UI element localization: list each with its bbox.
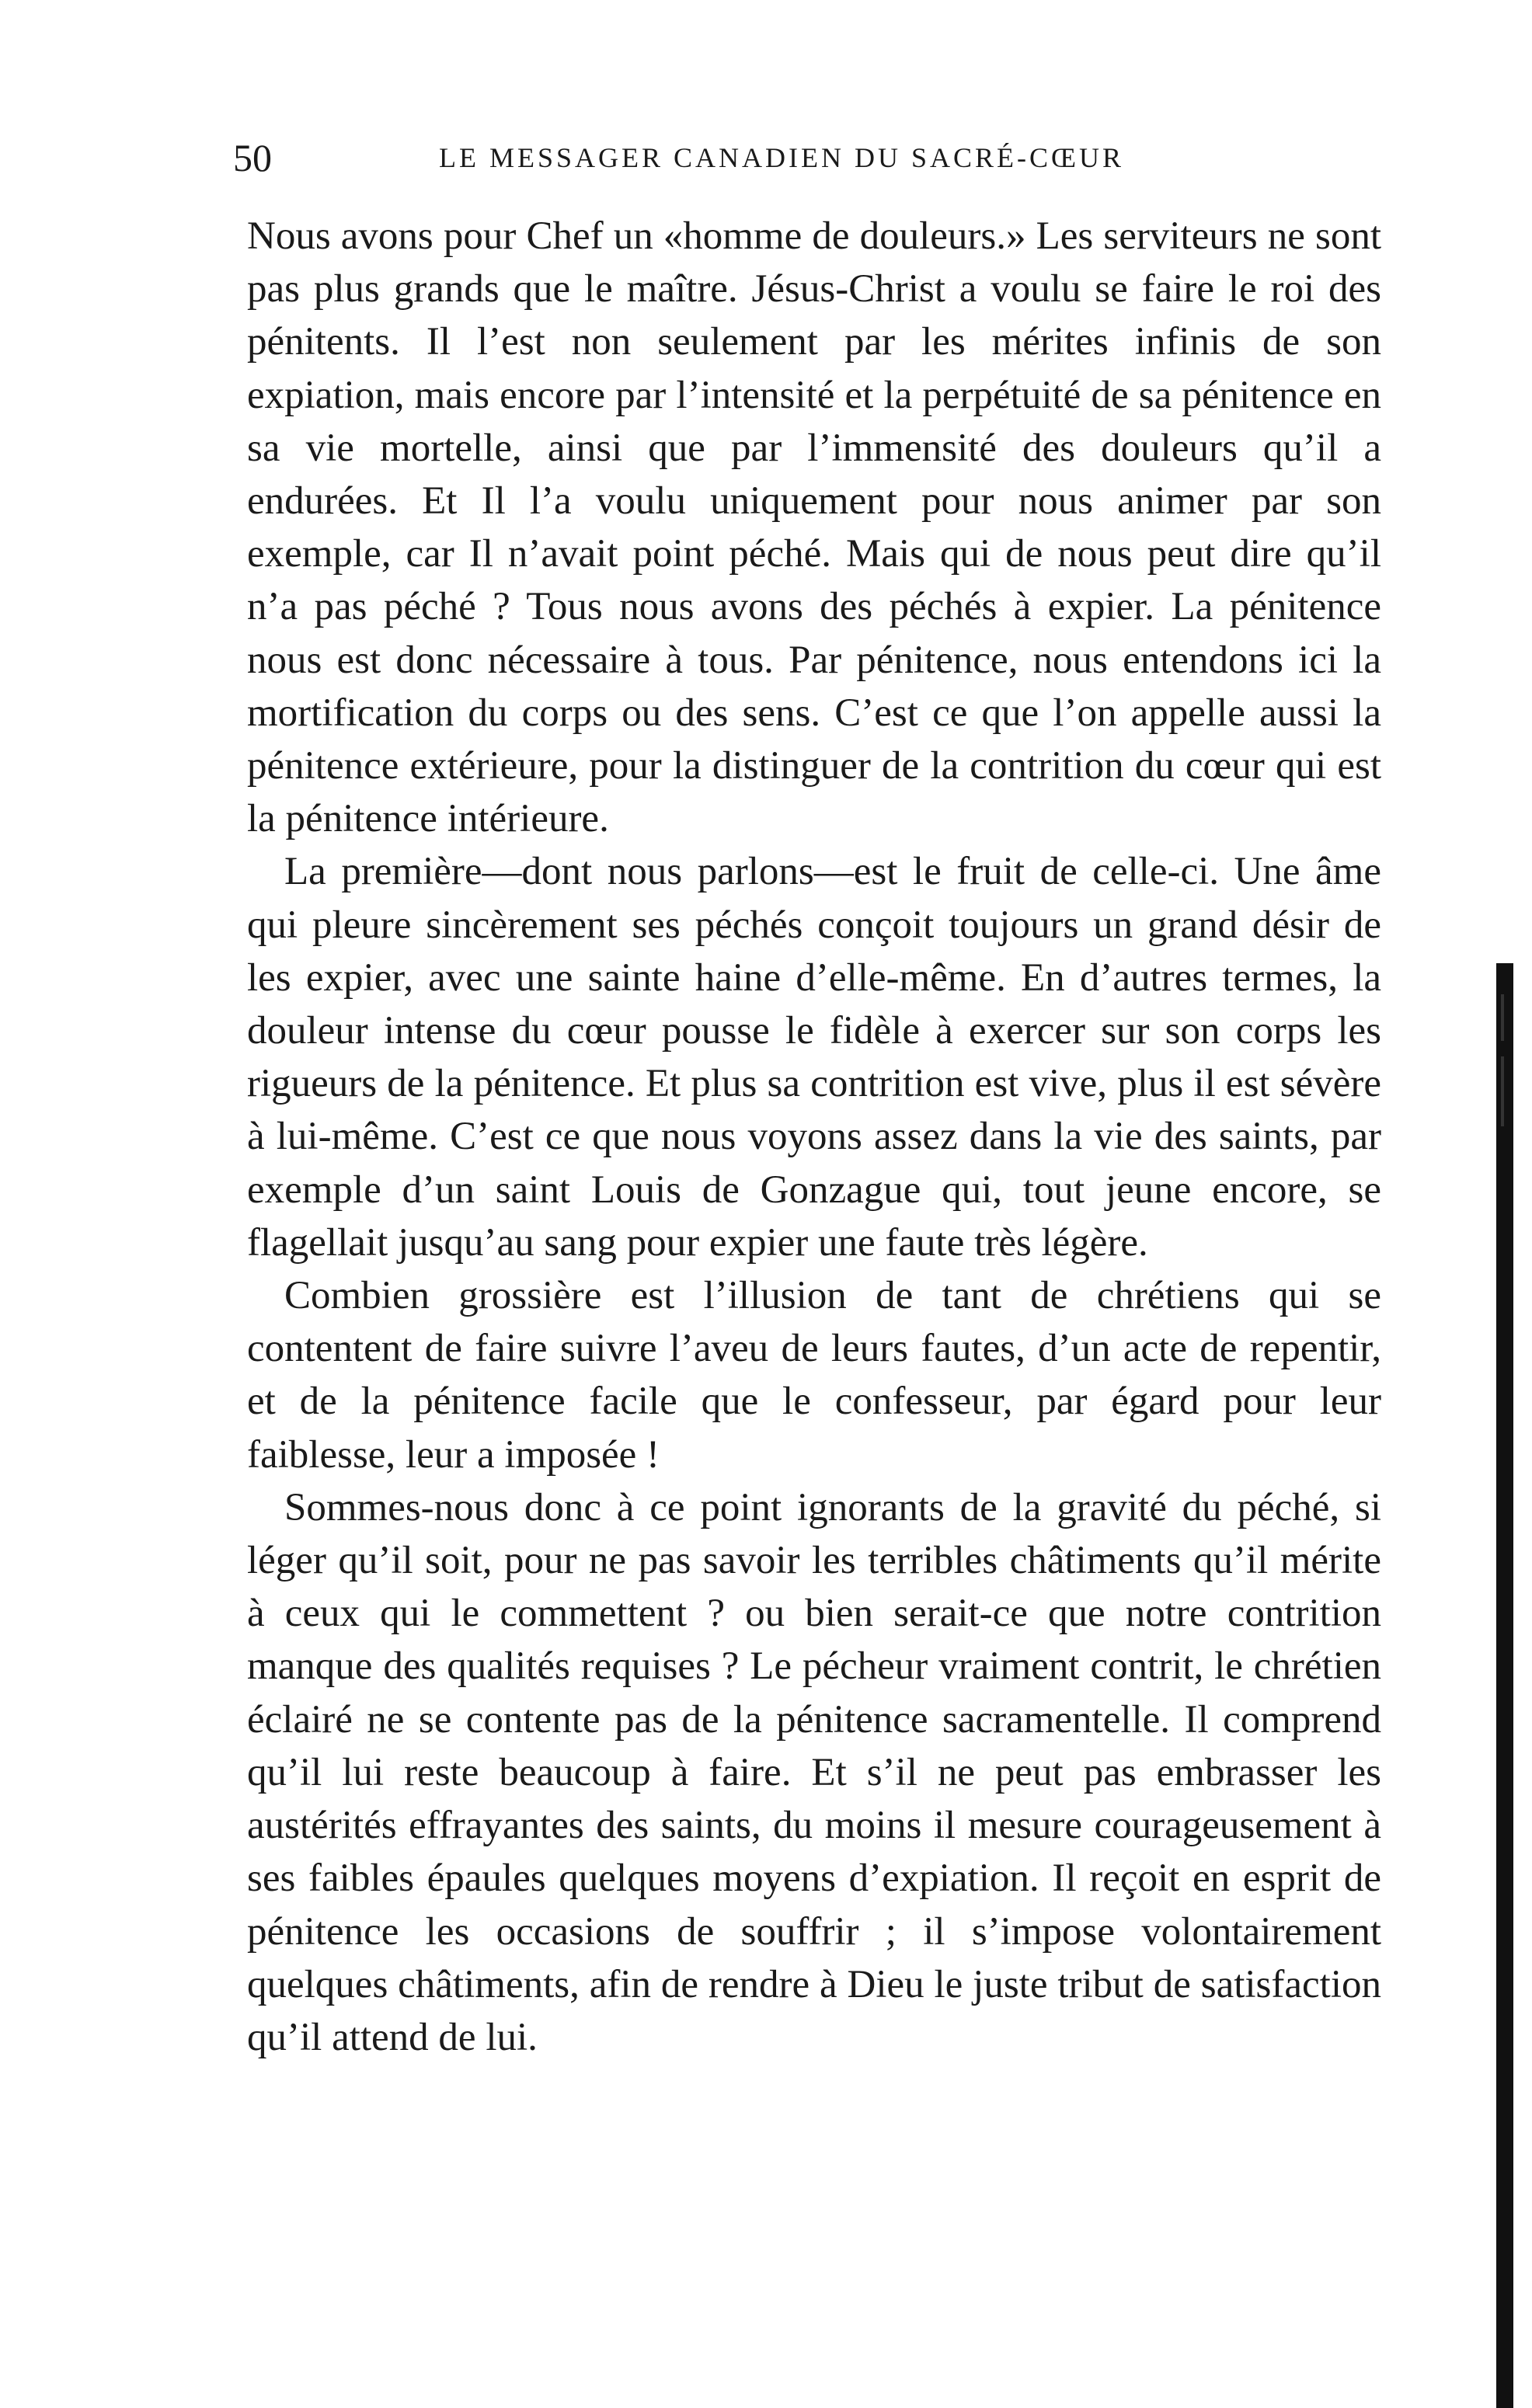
paragraph-2: La première—dont nous parlons—est le fruit de celle-ci. Une âme qui pleure sincèrement ses péchés conçoit toujours un grand désir de les expier, avec une sainte haine d’elle-même. En d’autres termes, la douleur intense du cœur pousse le fidèle à exercer sur son corps les rigueurs de la pénitence. Et plus sa contrition est vive, plus il est sévère à lui-même. C’est ce que nous voyons assez dans la vie des saints, par exemple d’un saint Louis de Gonzague qui, tout jeune encore, se flagellait jusqu’au sang pour expier une faute très légère. (247, 850, 1381, 1265)
page-header (233, 130, 1398, 185)
paragraph-3: Combien grossière est l’illusion de tant de chrétiens qui se contentent de faire suivre l’aveu de leurs fautes, d’un acte de repentir, et de la pénitence facile que le confesseur, par égard pour leur faiblesse, leur a imposée ! (247, 1274, 1381, 1477)
running-head: LE MESSAGER CANADIEN DU SACRÉ-CŒUR (439, 142, 1125, 173)
body-text (247, 210, 1381, 2064)
page-edge-shadow (1496, 963, 1513, 2408)
page-edge-mark (1501, 994, 1504, 1041)
page-number: 50 (233, 136, 272, 179)
paragraph-4: Sommes-nous donc à ce point ignorants de la gravité du péché, si léger qu’il soit, pour ne pas savoir les terribles châtiments qu’il mérite à ceux qui le commettent ? ou bien serait-ce que notre contrition manque des qualités requises ? Le pécheur vraiment contrit, le chrétien éclairé ne se contente pas de la pénitence sacramentelle. Il comprend qu’il lui reste beaucoup à faire. Et s’il ne peut pas embrasser les austérités effrayantes des saints, du moins il mesure courageusement à ses faibles épaules quelques moyens d’expiation. Il reçoit en esprit de pénitence les occasions de souffrir ; il s’impose volontairement quelques châtiments, afin de rendre à Dieu le juste tribut de satisfaction qu’il attend de lui. (247, 1485, 1381, 2059)
page-edge-mark (1501, 1056, 1504, 1126)
paragraph-1: Nous avons pour Chef un «homme de douleurs.» Les serviteurs ne sont pas plus grands que le maître. Jésus-Christ a voulu se faire le roi des pénitents. Il l’est non seulement par les mérites infinis de son expiation, mais encore par l’intensité et la perpétuité de sa pénitence en sa vie mortelle, ainsi que par l’immensité des douleurs qu’il a endurées. Et Il l’a voulu uniquement pour nous animer par son exemple, car Il n’avait point péché. Mais qui de nous peut dire qu’il n’a pas péché ? Tous nous avons des péchés à expier. La pénitence nous est donc nécessaire à tous. Par pénitence, nous entendons ici la mortification du corps ou des sens. C’est ce que l’on appelle aussi la pénitence extérieure, pour la distinguer de la contrition du cœur qui est la pénitence intérieure. (247, 214, 1381, 841)
